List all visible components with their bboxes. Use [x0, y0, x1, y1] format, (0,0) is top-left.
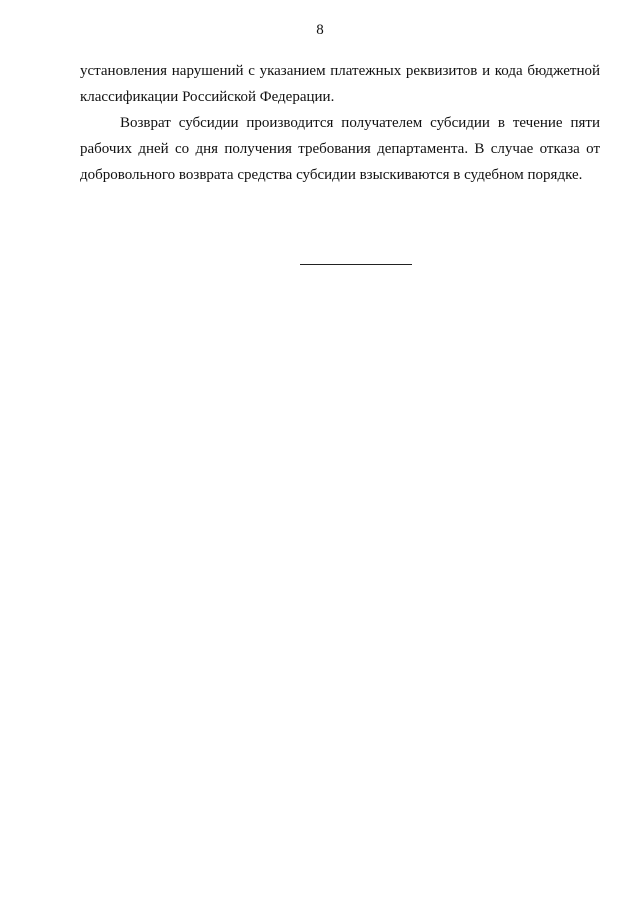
text-line: от добровольного возврата средства субсидии взыскиваются в судебном	[80, 141, 600, 183]
paragraph-subsidy-return	[80, 110, 600, 188]
document-body	[80, 58, 600, 188]
text-line: установления нарушений с указанием платежных реквизитов и кода бюджетной	[80, 63, 600, 79]
paragraph-continuation	[80, 58, 600, 110]
page-number: 8	[316, 22, 324, 38]
text-line: порядке.	[527, 167, 583, 183]
text-line: классификации Российской Федерации.	[80, 89, 335, 105]
end-of-document-line	[300, 264, 412, 265]
text-line: рабочих дней со дня получения требования департамента. В случае отказа	[80, 141, 580, 157]
text-line: Возврат субсидии производится получателем субсидии в течение пяти	[120, 115, 600, 131]
